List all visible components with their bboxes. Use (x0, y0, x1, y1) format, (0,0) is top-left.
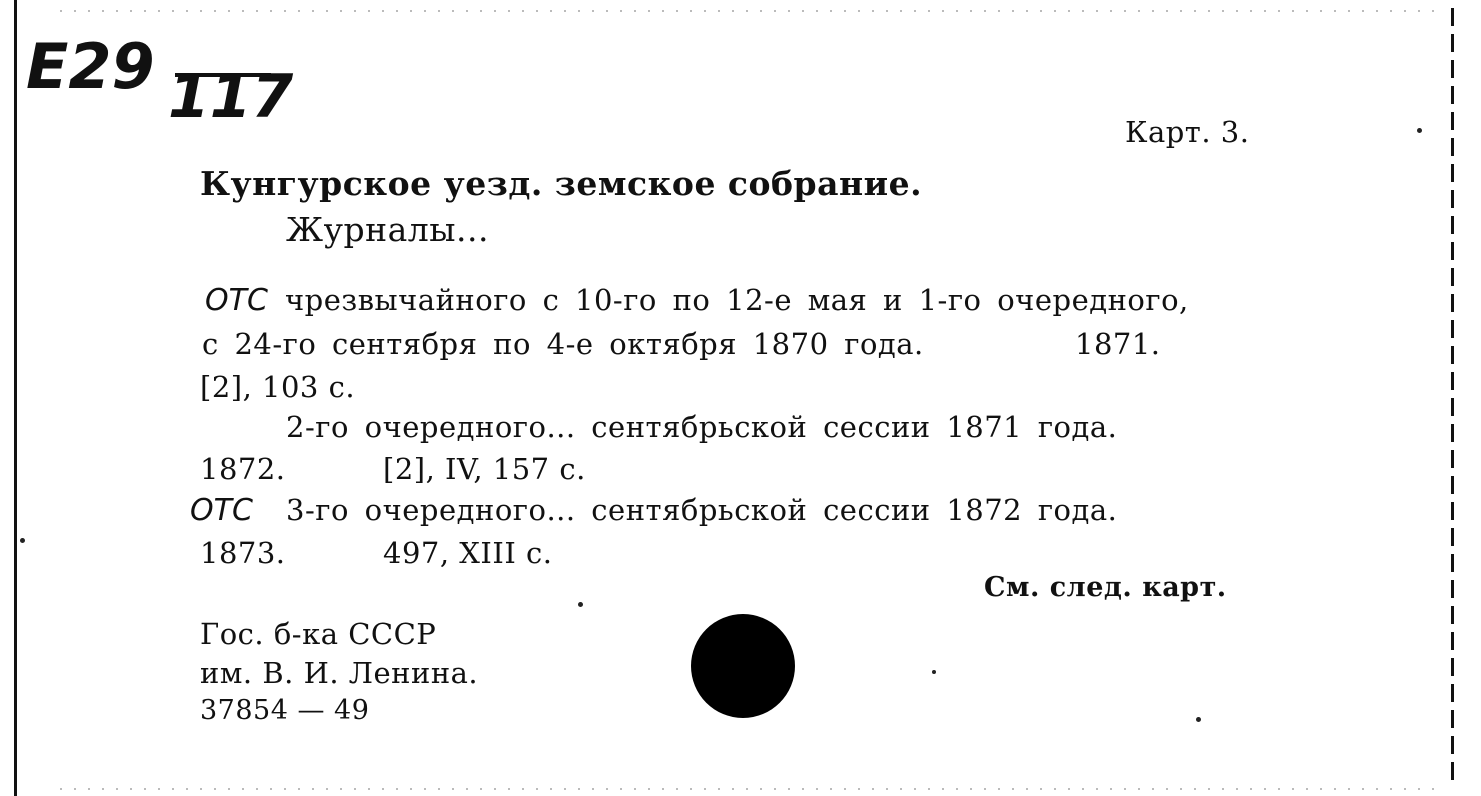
entry-line-4: 3-го очередного... сентябрьской сессии 1872 года. (286, 493, 1118, 527)
ink-speck (20, 538, 25, 543)
punch-hole (691, 614, 795, 718)
right-dashed-border (1451, 8, 1454, 788)
left-border-line (14, 0, 17, 796)
card-number: Карт. 3. (1125, 115, 1250, 149)
handwritten-mark-1: ОТС (205, 283, 268, 318)
ink-speck (1196, 717, 1201, 722)
bottom-dotted-edge (60, 788, 1440, 790)
top-dotted-edge (60, 10, 1440, 12)
entry-year-1: 1871. (1075, 327, 1161, 361)
entry-year-3: 1873. (200, 536, 286, 570)
card-subtitle: Журналы... (286, 210, 489, 249)
entry-year-2: 1872. (200, 452, 286, 486)
library-line-3: 37854 — 49 (200, 695, 370, 726)
entry-line-2: с 24-го сентября по 4-е октября 1870 года. (202, 327, 924, 361)
ink-speck (1417, 128, 1422, 133)
library-line-2: им. В. И. Ленина. (200, 656, 479, 690)
entry-pages-3: 497, XIII с. (383, 536, 553, 570)
entry-pages-2: [2], IV, 157 с. (383, 452, 586, 486)
card-title: Кунгурское уезд. земское собрание. (200, 164, 923, 203)
entry-line-3: 2-го очередного... сентябрьской сессии 1871 года. (286, 410, 1118, 444)
entry-line-1: чрезвычайного с 10-го по 12-е мая и 1-го очередного, (285, 283, 1189, 317)
handwritten-mark-2: ОТС (190, 493, 253, 528)
library-line-1: Гос. б-ка СССР (200, 617, 437, 651)
shelf-mark: E29 (26, 30, 155, 103)
entry-pages-1: [2], 103 с. (200, 370, 356, 404)
shelf-number: 117 (168, 62, 294, 132)
see-next-card: См. след. карт. (984, 572, 1227, 603)
ink-speck (932, 670, 936, 674)
ink-speck (578, 602, 583, 607)
